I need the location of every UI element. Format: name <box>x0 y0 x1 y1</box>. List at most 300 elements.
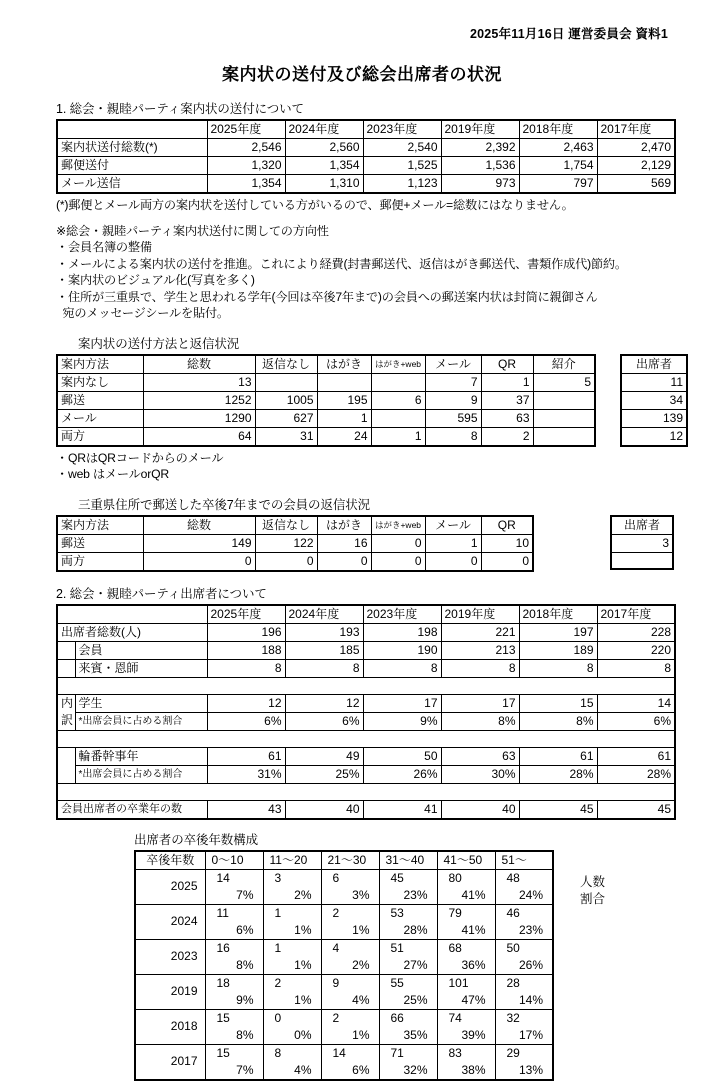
legend-side-labels <box>580 850 605 908</box>
cell <box>533 427 595 446</box>
table-row <box>135 904 553 922</box>
col-head-3: 2023年度 <box>363 120 441 139</box>
cell: 1005 <box>255 391 317 409</box>
cell-count: 79 <box>448 905 462 920</box>
cell: 30% <box>441 765 519 783</box>
cell: 8 <box>285 659 363 677</box>
table-row <box>135 939 553 957</box>
cell-count: 66 <box>390 1010 404 1025</box>
cell-pct: 24% <box>518 887 543 902</box>
cell: 50 <box>363 747 441 765</box>
cell: 185 <box>285 641 363 659</box>
cell: 8% <box>519 712 597 730</box>
row-label: 両方 <box>57 552 143 571</box>
cell-count: 16 <box>216 940 230 955</box>
cell: 228 <box>597 623 675 641</box>
table-row <box>57 139 675 157</box>
row-label: メール <box>57 409 143 427</box>
row-label: 会員 <box>75 641 207 659</box>
section5-heading: 出席者の卒後年数構成 <box>134 832 259 847</box>
table-row <box>621 391 687 409</box>
cell: 61 <box>597 747 675 765</box>
row-label: 輪番幹事年 <box>75 747 207 765</box>
cell <box>255 373 317 391</box>
col-head-4: 41〜50 <box>437 851 495 870</box>
table-row-student-pct <box>57 712 675 730</box>
col-head-2: 21〜30 <box>321 851 379 870</box>
cell-count: 51 <box>390 940 404 955</box>
row-label: 来賓・恩師 <box>75 659 207 677</box>
cell: 8 <box>425 427 481 446</box>
cell: 1,354 <box>207 175 285 194</box>
cell-pct: 1% <box>352 1027 370 1042</box>
cell-count: 1 <box>274 905 282 920</box>
col-head-no-reply: 返信なし <box>255 516 317 535</box>
cell: 6% <box>285 712 363 730</box>
cell-pct: 8% <box>236 957 254 972</box>
cell-count: 15 <box>216 1045 230 1060</box>
document-meta: 2025年11月16日 運営委員会 資料1 <box>469 27 668 41</box>
cell-count: 8 <box>274 1045 282 1060</box>
row-label: 会員出席者の卒業年の数 <box>57 800 207 819</box>
cell <box>611 552 673 569</box>
cell: 189 <box>519 641 597 659</box>
cell: 8 <box>207 659 285 677</box>
cell: 40 <box>441 800 519 819</box>
section3-heading: 三重県住所で郵送した卒後7年までの会員の返信状況 <box>78 497 371 512</box>
row-label: 郵送 <box>57 391 143 409</box>
cell: 0 <box>425 552 481 571</box>
cell: 31% <box>207 765 285 783</box>
section4-heading: 2. 総会・親睦パーティ出席者について <box>56 586 267 601</box>
cell: 37 <box>481 391 533 409</box>
table-row <box>57 534 533 552</box>
table-send-method-reply <box>56 354 596 447</box>
cell: 2,463 <box>519 139 597 157</box>
table-row <box>611 534 673 552</box>
col-head-no-reply: 返信なし <box>255 355 317 374</box>
spacer-cell <box>57 747 75 765</box>
cell: 12 <box>285 694 363 712</box>
table-row <box>57 427 595 446</box>
cell-pct: 17% <box>518 1027 543 1042</box>
cell: 26% <box>363 765 441 783</box>
cell: 7 <box>425 373 481 391</box>
cell: 5 <box>533 373 595 391</box>
cell: 12 <box>621 427 687 446</box>
cell-count: 18 <box>216 975 230 990</box>
cell: 12 <box>207 694 285 712</box>
table-header-row <box>57 516 533 535</box>
row-label: 出席者総数(人) <box>57 623 207 641</box>
cell-count: 83 <box>448 1045 462 1060</box>
table-row-rotation-pct <box>57 765 675 783</box>
table-mie-postal-reply <box>56 515 534 572</box>
cell: 2 <box>481 427 533 446</box>
col-head-qr: QR <box>481 516 533 535</box>
cell-count: 2 <box>332 905 340 920</box>
row-label-year: 2024 <box>135 904 205 939</box>
row-label: 郵送 <box>57 534 143 552</box>
cell: 63 <box>441 747 519 765</box>
cell: 595 <box>425 409 481 427</box>
cell-pct: 2% <box>294 887 312 902</box>
table-attendees-section2 <box>620 354 688 447</box>
cell: 13 <box>143 373 255 391</box>
cell: 45 <box>597 800 675 819</box>
cell-count: 3 <box>274 870 282 885</box>
cell: 221 <box>441 623 519 641</box>
cell-count: 2 <box>332 1010 340 1025</box>
cell-count: 46 <box>506 905 520 920</box>
row-label: メール送信 <box>57 175 207 194</box>
cell: 1,354 <box>285 157 363 175</box>
section2-note-1: ・web はメールorQR <box>56 467 169 481</box>
cell-pct: 6% <box>236 922 254 937</box>
table-invitations-sent <box>56 119 676 194</box>
cell-pct: 41% <box>461 887 486 902</box>
cell-pct: 35% <box>403 1027 428 1042</box>
cell: 17 <box>363 694 441 712</box>
cell: 797 <box>519 175 597 194</box>
cell: 1,754 <box>519 157 597 175</box>
row-label: 郵便送付 <box>57 157 207 175</box>
cell: 9 <box>425 391 481 409</box>
cell: 1,123 <box>363 175 441 194</box>
cell <box>371 409 425 427</box>
row-label: *出席会員に占める割合 <box>75 712 207 730</box>
cell: 31 <box>255 427 317 446</box>
cell-count: 48 <box>506 870 520 885</box>
col-head-1: 11〜20 <box>263 851 321 870</box>
cell: 9% <box>363 712 441 730</box>
col-head-qr: QR <box>481 355 533 374</box>
cell-pct: 32% <box>403 1062 428 1077</box>
cell-count: 14 <box>332 1045 346 1060</box>
legend-pct-label: 割合 <box>580 891 606 906</box>
cell: 2,546 <box>207 139 285 157</box>
spacer-cell <box>57 641 75 659</box>
col-head-attendees: 出席者 <box>621 355 687 374</box>
cell-pct: 25% <box>403 992 428 1007</box>
policy-item-2: ・案内状のビジュアル化(写真を多く) <box>56 273 255 287</box>
cell: 6% <box>597 712 675 730</box>
cell: 61 <box>207 747 285 765</box>
cell: 6% <box>207 712 285 730</box>
col-head-postcard: はがき <box>317 355 371 374</box>
cell-count: 1 <box>274 940 282 955</box>
col-head-4: 2019年度 <box>441 120 519 139</box>
cell: 1 <box>317 409 371 427</box>
cell-pct: 23% <box>518 922 543 937</box>
col-head-mail: メール <box>425 516 481 535</box>
spacer-row <box>57 783 675 800</box>
col-head-0: 0〜10 <box>205 851 263 870</box>
table-row-student <box>57 694 675 712</box>
cell-pct: 3% <box>352 887 370 902</box>
cell-pct: 1% <box>294 992 312 1007</box>
cell: 220 <box>597 641 675 659</box>
cell: 64 <box>143 427 255 446</box>
cell-pct: 7% <box>236 1062 254 1077</box>
spacer-cell <box>57 659 75 677</box>
table-row-grad-years <box>57 800 675 819</box>
cell-pct: 39% <box>461 1027 486 1042</box>
col-head-1: 2025年度 <box>207 605 285 624</box>
table-row <box>611 552 673 569</box>
col-head-attendees: 出席者 <box>611 516 673 535</box>
cell-pct: 13% <box>518 1062 543 1077</box>
cell-pct: 1% <box>294 957 312 972</box>
cell: 1,310 <box>285 175 363 194</box>
table-row <box>57 175 675 194</box>
table-header-row <box>57 120 675 139</box>
col-head-6: 2017年度 <box>597 605 675 624</box>
table-header-row <box>57 355 595 374</box>
cell: 1290 <box>143 409 255 427</box>
table-row <box>135 1044 553 1062</box>
cell: 0 <box>143 552 255 571</box>
cell-count: 71 <box>390 1045 404 1060</box>
cell: 10 <box>481 534 533 552</box>
policy-item-0: ・会員名簿の整備 <box>56 240 152 254</box>
row-label: 学生 <box>75 694 207 712</box>
cell-pct: 4% <box>352 992 370 1007</box>
spacer-cell <box>57 765 75 783</box>
cell: 149 <box>143 534 255 552</box>
table-row <box>57 157 675 175</box>
row-label-year: 2017 <box>135 1044 205 1080</box>
cell: 193 <box>285 623 363 641</box>
legend-count-label: 人数 <box>580 874 606 889</box>
cell-count: 55 <box>390 975 404 990</box>
row-label-year: 2018 <box>135 1009 205 1044</box>
col-head-intro: 紹介 <box>533 355 595 374</box>
cell: 24 <box>317 427 371 446</box>
cell-count: 68 <box>448 940 462 955</box>
cell: 40 <box>285 800 363 819</box>
cell-pct: 9% <box>236 992 254 1007</box>
cell-count: 29 <box>506 1045 520 1060</box>
cell-pct: 7% <box>236 887 254 902</box>
cell: 0 <box>481 552 533 571</box>
table-row <box>57 552 533 571</box>
page-title: 案内状の送付及び総会出席者の状況 <box>222 65 502 84</box>
col-head-method: 案内方法 <box>57 355 143 374</box>
cell: 1252 <box>143 391 255 409</box>
cell: 45 <box>519 800 597 819</box>
cell <box>533 391 595 409</box>
cell: 0 <box>255 552 317 571</box>
cell: 1 <box>425 534 481 552</box>
cell-pct: 1% <box>294 922 312 937</box>
breakdown-label-bottom: 訳 <box>57 712 75 730</box>
cell-count: 101 <box>448 975 469 990</box>
cell-count: 53 <box>390 905 404 920</box>
cell: 1 <box>481 373 533 391</box>
col-head-postcard: はがき <box>317 516 371 535</box>
col-head-years: 卒後年数 <box>135 851 205 870</box>
table-header-row <box>57 605 675 624</box>
table-header-row <box>135 851 553 870</box>
cell: 16 <box>317 534 371 552</box>
cell-pct: 36% <box>461 957 486 972</box>
table-row <box>135 974 553 992</box>
cell-pct: 0% <box>294 1027 312 1042</box>
cell: 49 <box>285 747 363 765</box>
cell-count: 50 <box>506 940 520 955</box>
cell-pct: 26% <box>518 957 543 972</box>
col-head-0 <box>57 120 207 139</box>
table-row <box>57 373 595 391</box>
cell-count: 4 <box>332 940 340 955</box>
section2-note-0: ・QRはQRコードからのメール <box>56 450 224 465</box>
table-row <box>135 869 553 887</box>
cell: 15 <box>519 694 597 712</box>
cell: 2,470 <box>597 139 675 157</box>
col-head-4: 2019年度 <box>441 605 519 624</box>
cell: 2,392 <box>441 139 519 157</box>
cell: 1,525 <box>363 157 441 175</box>
col-head-3: 31〜40 <box>379 851 437 870</box>
spacer-row <box>57 677 675 694</box>
cell-pct: 38% <box>461 1062 486 1077</box>
cell: 0 <box>371 552 425 571</box>
policy-item-3: ・住所が三重県で、学生と思われる学年(今回は卒後7年まで)の会員への郵送案内状は封筒に親御さん <box>56 289 598 304</box>
col-head-method: 案内方法 <box>57 516 143 535</box>
table-row <box>57 391 595 409</box>
cell: 43 <box>207 800 285 819</box>
table-row-member <box>57 641 675 659</box>
row-label: 案内なし <box>57 373 143 391</box>
cell: 8 <box>441 659 519 677</box>
col-head-total: 総数 <box>143 516 255 535</box>
cell: 34 <box>621 391 687 409</box>
row-label-year: 2025 <box>135 869 205 904</box>
cell: 8 <box>597 659 675 677</box>
table-years-since-graduation <box>134 850 554 1081</box>
col-head-2: 2024年度 <box>285 120 363 139</box>
cell: 0 <box>317 552 371 571</box>
section1-footnote: (*)郵便とメール両方の案内状を送付している方がいるので、郵便+メール=総数にはなりません。 <box>56 198 574 212</box>
table-row <box>621 373 687 391</box>
cell-pct: 1% <box>352 922 370 937</box>
cell-count: 74 <box>448 1010 462 1025</box>
cell: 188 <box>207 641 285 659</box>
table-row-rotation <box>57 747 675 765</box>
cell: 8 <box>519 659 597 677</box>
cell: 190 <box>363 641 441 659</box>
cell: 0 <box>371 534 425 552</box>
col-head-6: 2017年度 <box>597 120 675 139</box>
cell: 6 <box>371 391 425 409</box>
cell: 3 <box>611 534 673 552</box>
col-head-5: 2018年度 <box>519 605 597 624</box>
cell: 25% <box>285 765 363 783</box>
cell-pct: 2% <box>352 957 370 972</box>
col-head-1: 2025年度 <box>207 120 285 139</box>
col-head-postcard-web: はがき+web <box>371 355 425 374</box>
row-label-year: 2019 <box>135 974 205 1009</box>
cell-count: 2 <box>274 975 282 990</box>
policy-heading: ※総会・親睦パーティ案内状送付に関しての方向性 <box>56 223 329 238</box>
cell-pct: 23% <box>403 887 428 902</box>
cell: 2,540 <box>363 139 441 157</box>
row-label-year: 2023 <box>135 939 205 974</box>
cell-pct: 27% <box>403 957 428 972</box>
cell-pct: 6% <box>352 1062 370 1077</box>
cell-count: 28 <box>506 975 520 990</box>
cell: 197 <box>519 623 597 641</box>
table-row <box>621 409 687 427</box>
cell: 28% <box>597 765 675 783</box>
cell-pct: 28% <box>403 922 428 937</box>
section2-heading: 案内状の送付方法と返信状況 <box>78 336 240 351</box>
cell-count: 14 <box>216 870 230 885</box>
cell-pct: 8% <box>236 1027 254 1042</box>
col-head-postcard-web: はがき+web <box>371 516 425 535</box>
table-row-guest <box>57 659 675 677</box>
cell <box>371 373 425 391</box>
cell-pct: 47% <box>461 992 486 1007</box>
table-header-row <box>621 355 687 374</box>
cell-count: 0 <box>274 1010 282 1025</box>
cell: 2,129 <box>597 157 675 175</box>
col-head-mail: メール <box>425 355 481 374</box>
col-head-total: 総数 <box>143 355 255 374</box>
col-head-5: 2018年度 <box>519 120 597 139</box>
policy-item-1: ・メールによる案内状の送付を推進。これにより経費(封書郵送代、返信はがき郵送代、書類作成代)節約。 <box>56 256 627 271</box>
cell: 122 <box>255 534 317 552</box>
table-attendees-section3 <box>610 515 674 571</box>
cell: 2,560 <box>285 139 363 157</box>
table-row <box>57 409 595 427</box>
cell: 61 <box>519 747 597 765</box>
cell: 213 <box>441 641 519 659</box>
cell-count: 6 <box>332 870 340 885</box>
spacer-row <box>57 730 675 747</box>
cell: 196 <box>207 623 285 641</box>
cell: 8% <box>441 712 519 730</box>
table-header-row <box>611 516 673 535</box>
row-label: 案内状送付総数(*) <box>57 139 207 157</box>
cell: 28% <box>519 765 597 783</box>
cell: 1,320 <box>207 157 285 175</box>
cell-count: 80 <box>448 870 462 885</box>
table-row <box>621 427 687 446</box>
cell-count: 32 <box>506 1010 520 1025</box>
col-head-3: 2023年度 <box>363 605 441 624</box>
policy-item-4: 宛のメッセージシールを貼付。 <box>56 306 229 320</box>
cell-pct: 41% <box>461 922 486 937</box>
cell: 139 <box>621 409 687 427</box>
col-head-2: 2024年度 <box>285 605 363 624</box>
cell-count: 15 <box>216 1010 230 1025</box>
cell-pct: 4% <box>294 1062 312 1077</box>
row-label: 両方 <box>57 427 143 446</box>
cell-count: 45 <box>390 870 404 885</box>
cell: 627 <box>255 409 317 427</box>
cell: 63 <box>481 409 533 427</box>
table-attendee-breakdown <box>56 604 676 820</box>
table-row-total <box>57 623 675 641</box>
col-head-5: 51〜 <box>495 851 553 870</box>
cell: 198 <box>363 623 441 641</box>
cell: 1 <box>371 427 425 446</box>
cell: 17 <box>441 694 519 712</box>
cell: 195 <box>317 391 371 409</box>
cell: 11 <box>621 373 687 391</box>
